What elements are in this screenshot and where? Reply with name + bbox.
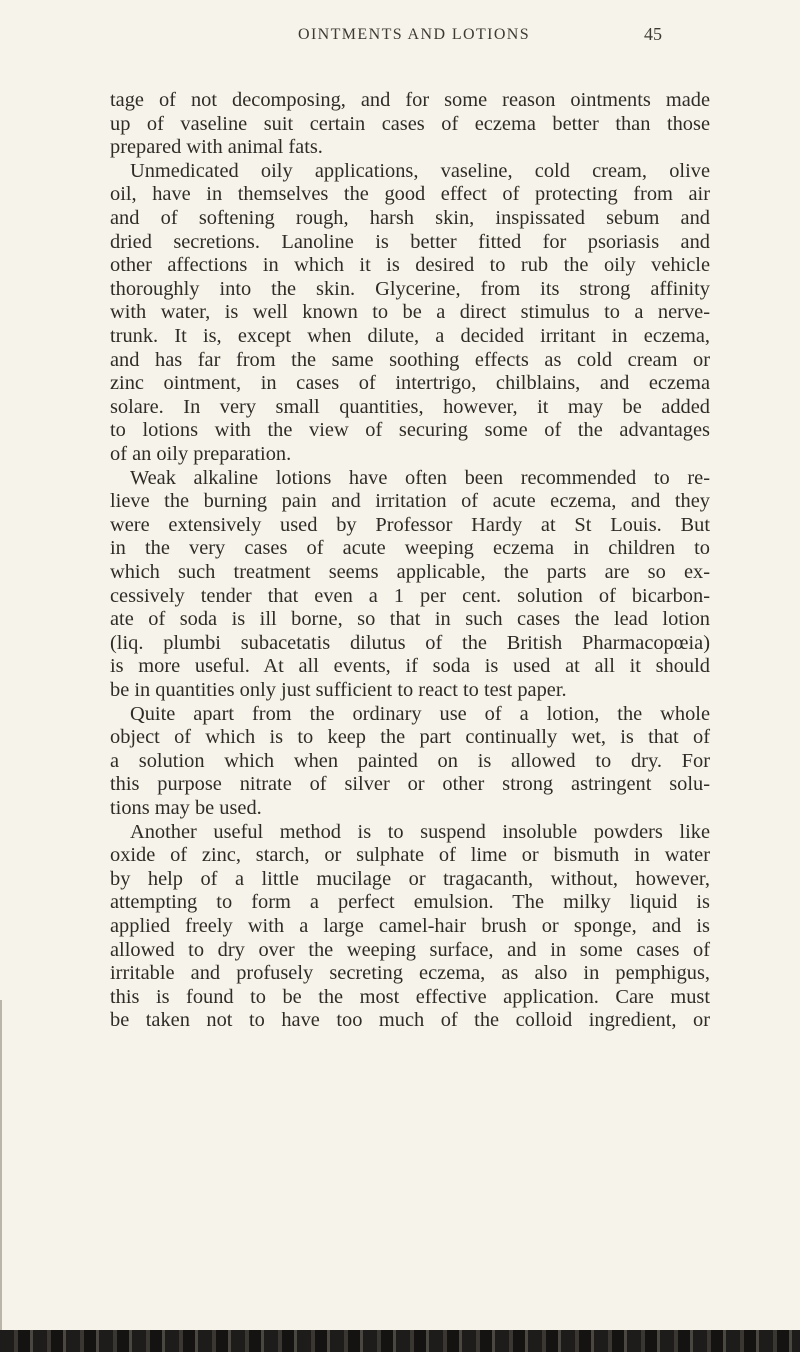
- text-line: by help of a little mucilage or tragacanth, without, however,: [110, 867, 710, 890]
- text-line: to lotions with the view of securing some of the advantages: [110, 419, 710, 442]
- page-number: 45: [644, 24, 662, 44]
- text-line: thoroughly into the skin. Glycerine, from its strong affinity: [110, 277, 710, 300]
- page-gutter-shadow: [0, 1000, 2, 1340]
- text-line: zinc ointment, in cases of intertrigo, chilblains, and eczema: [110, 372, 710, 395]
- text-line: with water, is well known to be a direct stimulus to a nerve-: [110, 301, 710, 324]
- text-line: were extensively used by Professor Hardy at St Louis. But: [110, 513, 710, 536]
- text-line: Quite apart from the ordinary use of a lotion, the whole: [130, 702, 710, 725]
- text-line: other affections in which it is desired to rub the oily vehicle: [110, 254, 710, 277]
- text-line: in the very cases of acute weeping eczema in children to: [110, 537, 710, 560]
- text-line: be in quantities only just sufficient to react to test paper.: [110, 679, 567, 701]
- text-line: oil, have in themselves the good effect of protecting from air: [110, 183, 710, 206]
- page-header: [0, 22, 800, 52]
- text-line: attempting to form a perfect emulsion. The milky liquid is: [110, 891, 710, 914]
- text-line: allowed to dry over the weeping surface, and in some cases of: [110, 938, 710, 961]
- running-title: OINTMENTS AND LOTIONS: [298, 26, 531, 43]
- text-line: object of which is to keep the part continually wet, is that of: [110, 726, 710, 749]
- text-line: be taken not to have too much of the colloid ingredient, or: [110, 1009, 710, 1032]
- text-line: and of softening rough, harsh skin, inspissated sebum and: [110, 207, 710, 229]
- scan-bottom-edge: [0, 1330, 800, 1352]
- text-line: dried secretions. Lanoline is better fitted for psoriasis and: [110, 230, 710, 253]
- text-line: this is found to be the most effective application. Care must: [110, 985, 710, 1008]
- text-line: tage of not decomposing, and for some reason ointments made: [110, 89, 710, 111]
- text-line: (liq. plumbi subacetatis dilutus of the British Pharmacopœia): [110, 631, 710, 654]
- text-line: which such treatment seems applicable, the parts are so ex-: [110, 561, 710, 583]
- text-line: trunk. It is, except when dilute, a decided irritant in eczema,: [110, 325, 710, 347]
- text-line: oxide of zinc, starch, or sulphate of lime or bismuth in water: [110, 844, 710, 867]
- text-line: cessively tender that even a 1 per cent. solution of bicarbon-: [110, 584, 710, 607]
- text-line: prepared with animal fats.: [110, 136, 323, 159]
- text-line: Unmedicated oily applications, vaseline, cold cream, olive: [130, 159, 710, 182]
- text-line: up of vaseline suit certain cases of eczema better than those: [110, 112, 710, 135]
- text-line: Another useful method is to suspend insoluble powders like: [130, 820, 710, 843]
- text-line: irritable and profusely secreting eczema, as also in pemphigus,: [110, 962, 710, 985]
- text-line: a solution which when painted on is allowed to dry. For: [110, 749, 710, 772]
- text-line: Weak alkaline lotions have often been recommended to re-: [130, 466, 710, 489]
- text-line: and has far from the same soothing effects as cold cream or: [110, 348, 710, 371]
- text-line: is more useful. At all events, if soda is used at all it should: [110, 655, 710, 678]
- text-line: of an oily preparation.: [110, 443, 292, 465]
- text-line: tions may be used.: [110, 797, 262, 819]
- text-line: applied freely with a large camel-hair brush or sponge, and is: [110, 915, 710, 937]
- text-line: solare. In very small quantities, however, it may be added: [110, 395, 710, 418]
- text-line: ate of soda is ill borne, so that in such cases the lead lotion: [110, 608, 710, 631]
- text-line: lieve the burning pain and irritation of acute eczema, and they: [110, 490, 710, 513]
- text-line: this purpose nitrate of silver or other strong astringent solu-: [110, 773, 710, 796]
